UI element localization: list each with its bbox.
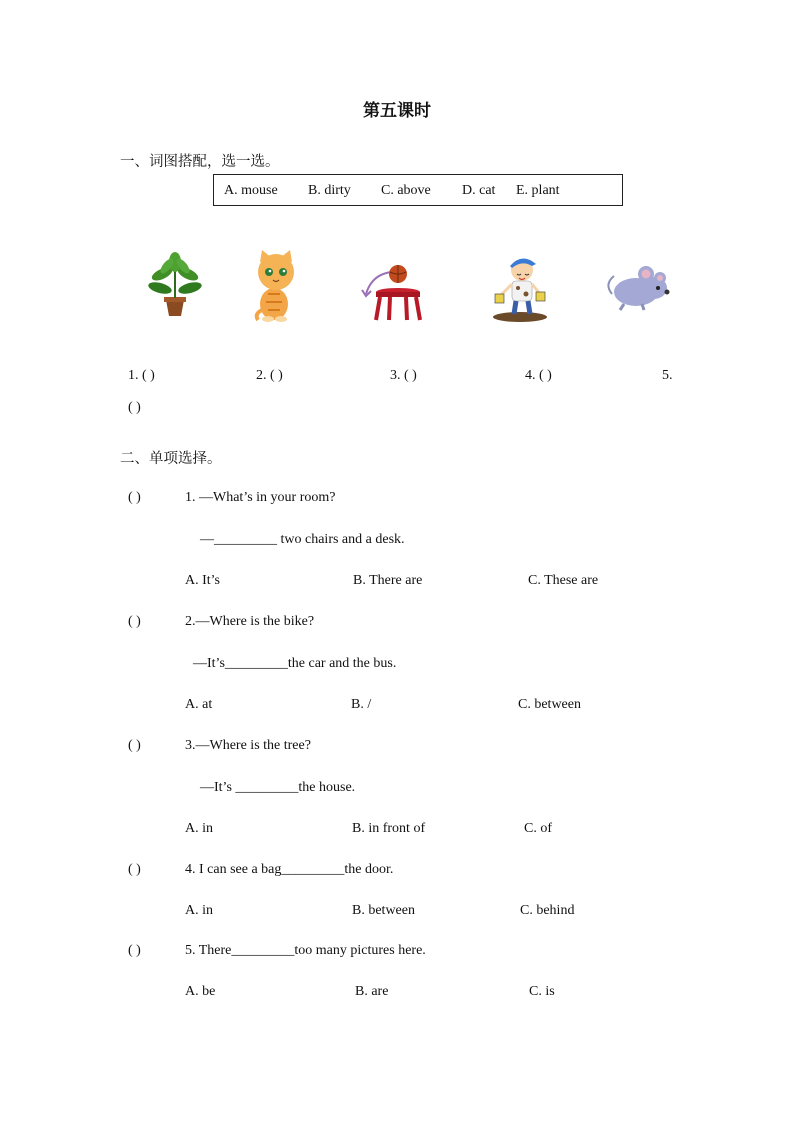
mouse-icon (604, 264, 670, 312)
question-5-option-b[interactable]: B. are (355, 984, 389, 999)
question-2-option-a[interactable]: A. at (185, 697, 213, 712)
question-1-option-c[interactable]: C. These are (528, 573, 599, 588)
answer-blank-4[interactable]: 4. ( ) (525, 368, 552, 383)
question-2-line2: —It’s_________the car and the bus. (193, 656, 397, 671)
question-1-bracket[interactable]: ( ) (128, 490, 141, 505)
word-option-a: A. mouse (224, 183, 278, 198)
question-5-bracket[interactable]: ( ) (128, 943, 141, 958)
answer-blank-3[interactable]: 3. ( ) (390, 368, 417, 383)
word-option-e: E. plant (516, 183, 560, 198)
question-3-line2: —It’s _________the house. (200, 780, 356, 795)
question-1-stem: 1. —What’s in your room? (185, 490, 336, 505)
section2-heading: 二、单项选择。 (120, 451, 222, 467)
question-1-line2: —_________ two chairs and a desk. (200, 532, 405, 547)
question-1-option-a[interactable]: A. It’s (185, 573, 220, 588)
answer-blank-2[interactable]: 2. ( ) (256, 368, 283, 383)
word-bank-box (213, 174, 623, 206)
question-2-option-b[interactable]: B. / (351, 697, 372, 712)
cat-icon (248, 250, 304, 322)
word-option-b: B. dirty (308, 183, 351, 198)
question-4-bracket[interactable]: ( ) (128, 862, 141, 877)
question-3-option-c[interactable]: C. of (524, 821, 552, 836)
word-option-d: D. cat (462, 183, 496, 198)
question-1-option-b[interactable]: B. There are (353, 573, 423, 588)
question-4-option-a[interactable]: A. in (185, 903, 213, 918)
question-4-stem: 4. I can see a bag_________the door. (185, 862, 394, 877)
question-5-option-c[interactable]: C. is (529, 984, 555, 999)
question-3-option-a[interactable]: A. in (185, 821, 213, 836)
question-5-stem: 5. There_________too many pictures here. (185, 943, 426, 958)
question-4-option-b[interactable]: B. between (352, 903, 415, 918)
word-option-c: C. above (381, 183, 431, 198)
answer-number-5: 5. (662, 368, 673, 383)
question-3-bracket[interactable]: ( ) (128, 738, 141, 753)
section1-heading: 一、词图搭配，选一选。 (120, 154, 280, 170)
ball-above-stool-icon (360, 264, 422, 322)
question-3-stem: 3.—Where is the tree? (185, 738, 311, 753)
question-2-option-c[interactable]: C. between (518, 697, 581, 712)
plant-icon (148, 252, 202, 318)
page-title: 第五课时 (363, 101, 431, 121)
answer-blank-5[interactable]: ( ) (128, 400, 141, 415)
dirty-boy-icon (490, 256, 548, 322)
question-2-stem: 2.—Where is the bike? (185, 614, 315, 629)
answer-blank-1[interactable]: 1. ( ) (128, 368, 155, 383)
question-3-option-b[interactable]: B. in front of (352, 821, 426, 836)
question-2-bracket[interactable]: ( ) (128, 614, 141, 629)
question-5-option-a[interactable]: A. be (185, 984, 216, 999)
question-4-option-c[interactable]: C. behind (520, 903, 575, 918)
